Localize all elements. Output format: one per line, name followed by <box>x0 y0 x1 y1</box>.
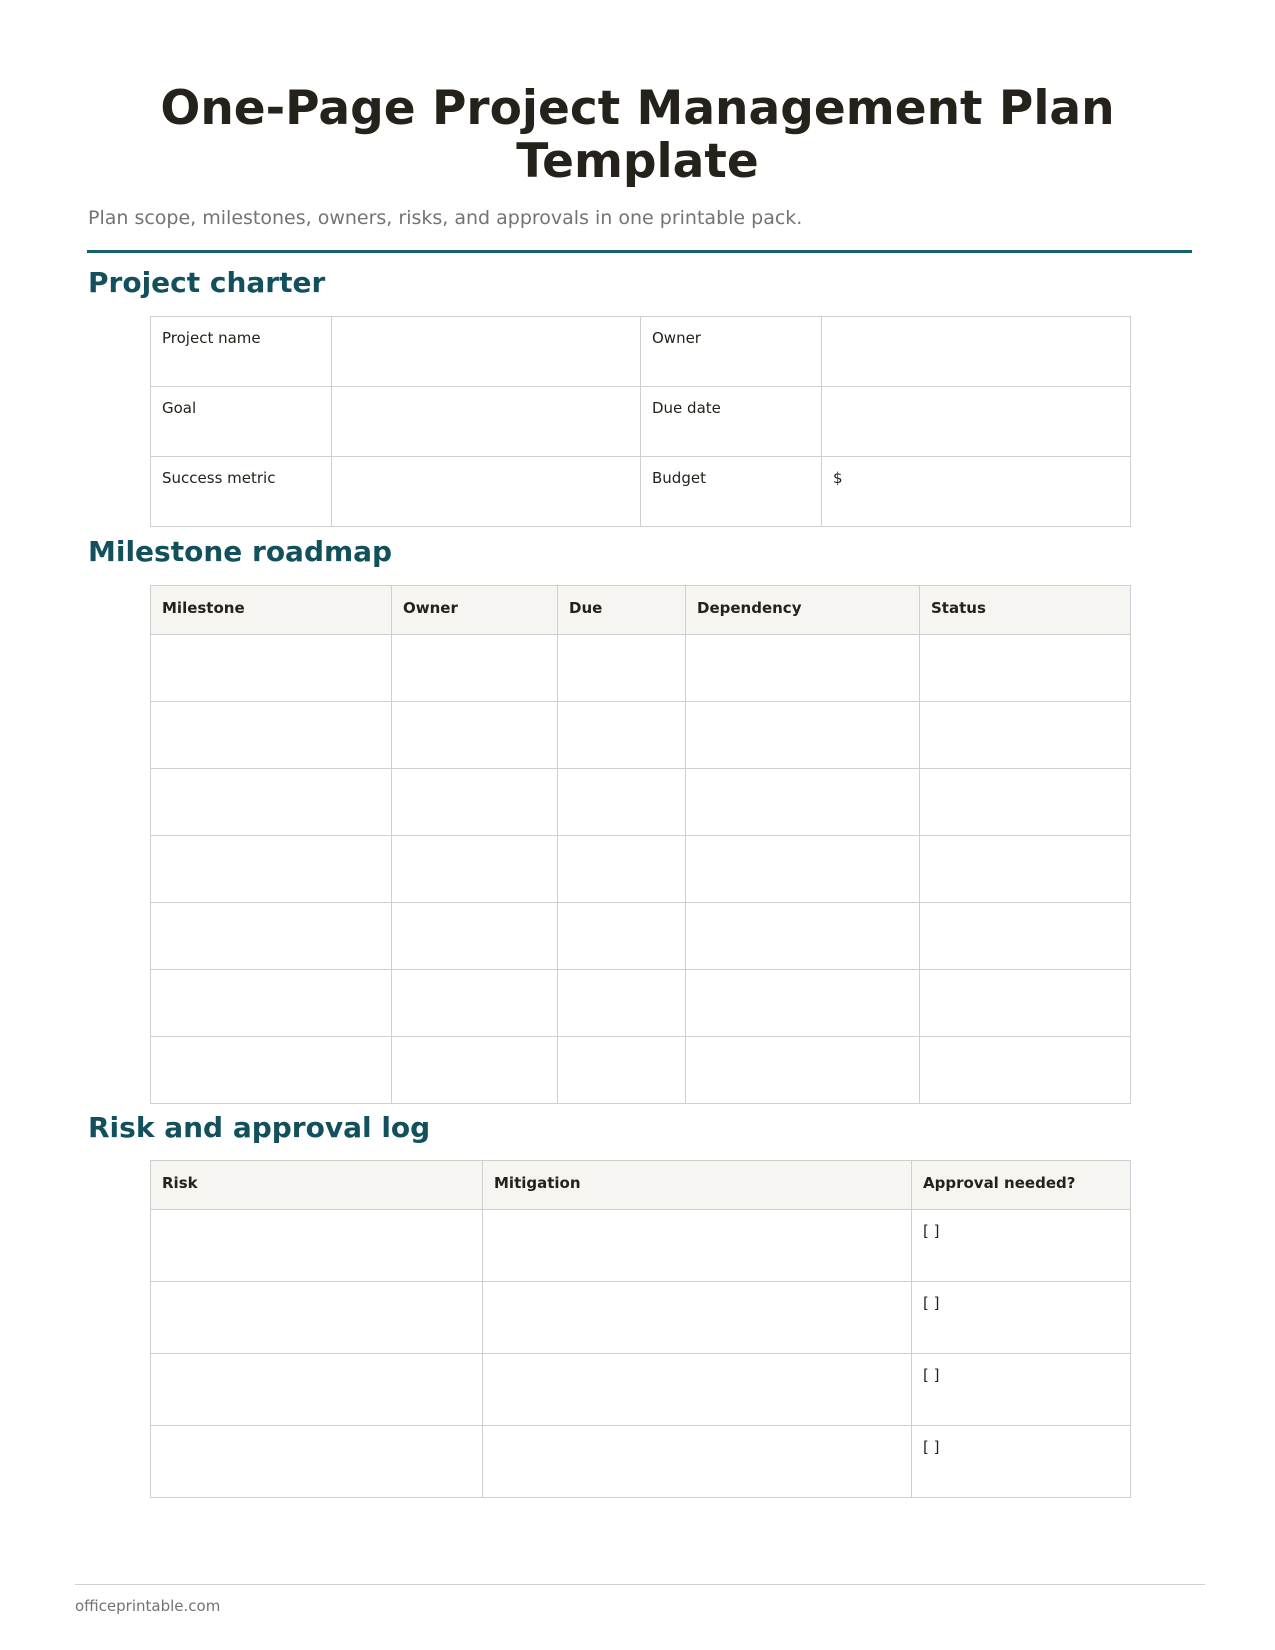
table-row <box>151 903 1131 970</box>
owner-cell[interactable] <box>392 1037 558 1104</box>
charter-heading: Project charter <box>88 266 326 299</box>
roadmap-table <box>150 585 1131 1104</box>
milestone-cell[interactable] <box>151 1037 392 1104</box>
owner-cell[interactable] <box>392 635 558 702</box>
milestone-cell[interactable] <box>151 702 392 769</box>
owner-cell[interactable] <box>392 836 558 903</box>
footer-divider <box>75 1584 1205 1585</box>
table-row <box>151 387 1131 457</box>
column-header: Due <box>558 586 686 635</box>
status-cell[interactable] <box>920 702 1131 769</box>
approval-checkbox-cell[interactable]: [ ] <box>912 1426 1131 1498</box>
charter-value-field[interactable]: $ <box>822 457 1131 527</box>
owner-cell[interactable] <box>392 702 558 769</box>
table-row <box>151 317 1131 387</box>
owner-cell[interactable] <box>392 769 558 836</box>
charter-table <box>150 316 1131 527</box>
charter-label: Due date <box>641 387 822 457</box>
column-header: Status <box>920 586 1131 635</box>
table-header-row <box>151 586 1131 635</box>
column-header: Approval needed? <box>912 1161 1131 1210</box>
table-row <box>151 457 1131 527</box>
approval-checkbox-cell[interactable]: [ ] <box>912 1210 1131 1282</box>
dependency-cell[interactable] <box>686 970 920 1037</box>
table-row <box>151 1282 1131 1354</box>
milestone-cell[interactable] <box>151 836 392 903</box>
risk-cell[interactable] <box>151 1426 483 1498</box>
charter-value-field[interactable] <box>822 317 1131 387</box>
charter-label: Goal <box>151 387 332 457</box>
charter-value-field[interactable] <box>332 457 641 527</box>
table-row <box>151 970 1131 1037</box>
column-header: Dependency <box>686 586 920 635</box>
due-cell[interactable] <box>558 1037 686 1104</box>
charter-value-field[interactable] <box>822 387 1131 457</box>
mitigation-cell[interactable] <box>483 1426 912 1498</box>
due-cell[interactable] <box>558 635 686 702</box>
charter-value-field[interactable] <box>332 387 641 457</box>
charter-label: Project name <box>151 317 332 387</box>
risk-cell[interactable] <box>151 1210 483 1282</box>
approval-checkbox-cell[interactable]: [ ] <box>912 1282 1131 1354</box>
title-divider <box>87 250 1192 253</box>
risk-heading: Risk and approval log <box>88 1111 431 1144</box>
charter-label: Owner <box>641 317 822 387</box>
table-row <box>151 1210 1131 1282</box>
status-cell[interactable] <box>920 903 1131 970</box>
footer-source: officeprintable.com <box>75 1597 221 1615</box>
column-header: Risk <box>151 1161 483 1210</box>
due-cell[interactable] <box>558 769 686 836</box>
mitigation-cell[interactable] <box>483 1210 912 1282</box>
risk-cell[interactable] <box>151 1282 483 1354</box>
risk-table <box>150 1160 1131 1498</box>
roadmap-heading: Milestone roadmap <box>88 535 393 568</box>
page-title: One-Page Project Management Plan Template <box>160 81 1115 189</box>
status-cell[interactable] <box>920 635 1131 702</box>
dependency-cell[interactable] <box>686 1037 920 1104</box>
status-cell[interactable] <box>920 836 1131 903</box>
dependency-cell[interactable] <box>686 702 920 769</box>
owner-cell[interactable] <box>392 970 558 1037</box>
status-cell[interactable] <box>920 1037 1131 1104</box>
table-row <box>151 702 1131 769</box>
due-cell[interactable] <box>558 702 686 769</box>
dependency-cell[interactable] <box>686 836 920 903</box>
charter-label: Budget <box>641 457 822 527</box>
approval-checkbox-cell[interactable]: [ ] <box>912 1354 1131 1426</box>
table-row <box>151 769 1131 836</box>
dependency-cell[interactable] <box>686 769 920 836</box>
dependency-cell[interactable] <box>686 635 920 702</box>
due-cell[interactable] <box>558 903 686 970</box>
mitigation-cell[interactable] <box>483 1354 912 1426</box>
risk-cell[interactable] <box>151 1354 483 1426</box>
table-row <box>151 1426 1131 1498</box>
table-row <box>151 635 1131 702</box>
table-row <box>151 1037 1131 1104</box>
charter-label: Success metric <box>151 457 332 527</box>
table-row <box>151 1354 1131 1426</box>
milestone-cell[interactable] <box>151 970 392 1037</box>
column-header: Owner <box>392 586 558 635</box>
milestone-cell[interactable] <box>151 903 392 970</box>
milestone-cell[interactable] <box>151 769 392 836</box>
page-subtitle: Plan scope, milestones, owners, risks, and approvals in one printable pack. <box>88 207 803 229</box>
due-cell[interactable] <box>558 970 686 1037</box>
column-header: Mitigation <box>483 1161 912 1210</box>
dependency-cell[interactable] <box>686 903 920 970</box>
table-header-row <box>151 1161 1131 1210</box>
milestone-cell[interactable] <box>151 635 392 702</box>
charter-value-field[interactable] <box>332 317 641 387</box>
status-cell[interactable] <box>920 970 1131 1037</box>
owner-cell[interactable] <box>392 903 558 970</box>
table-row <box>151 836 1131 903</box>
column-header: Milestone <box>151 586 392 635</box>
status-cell[interactable] <box>920 769 1131 836</box>
mitigation-cell[interactable] <box>483 1282 912 1354</box>
due-cell[interactable] <box>558 836 686 903</box>
